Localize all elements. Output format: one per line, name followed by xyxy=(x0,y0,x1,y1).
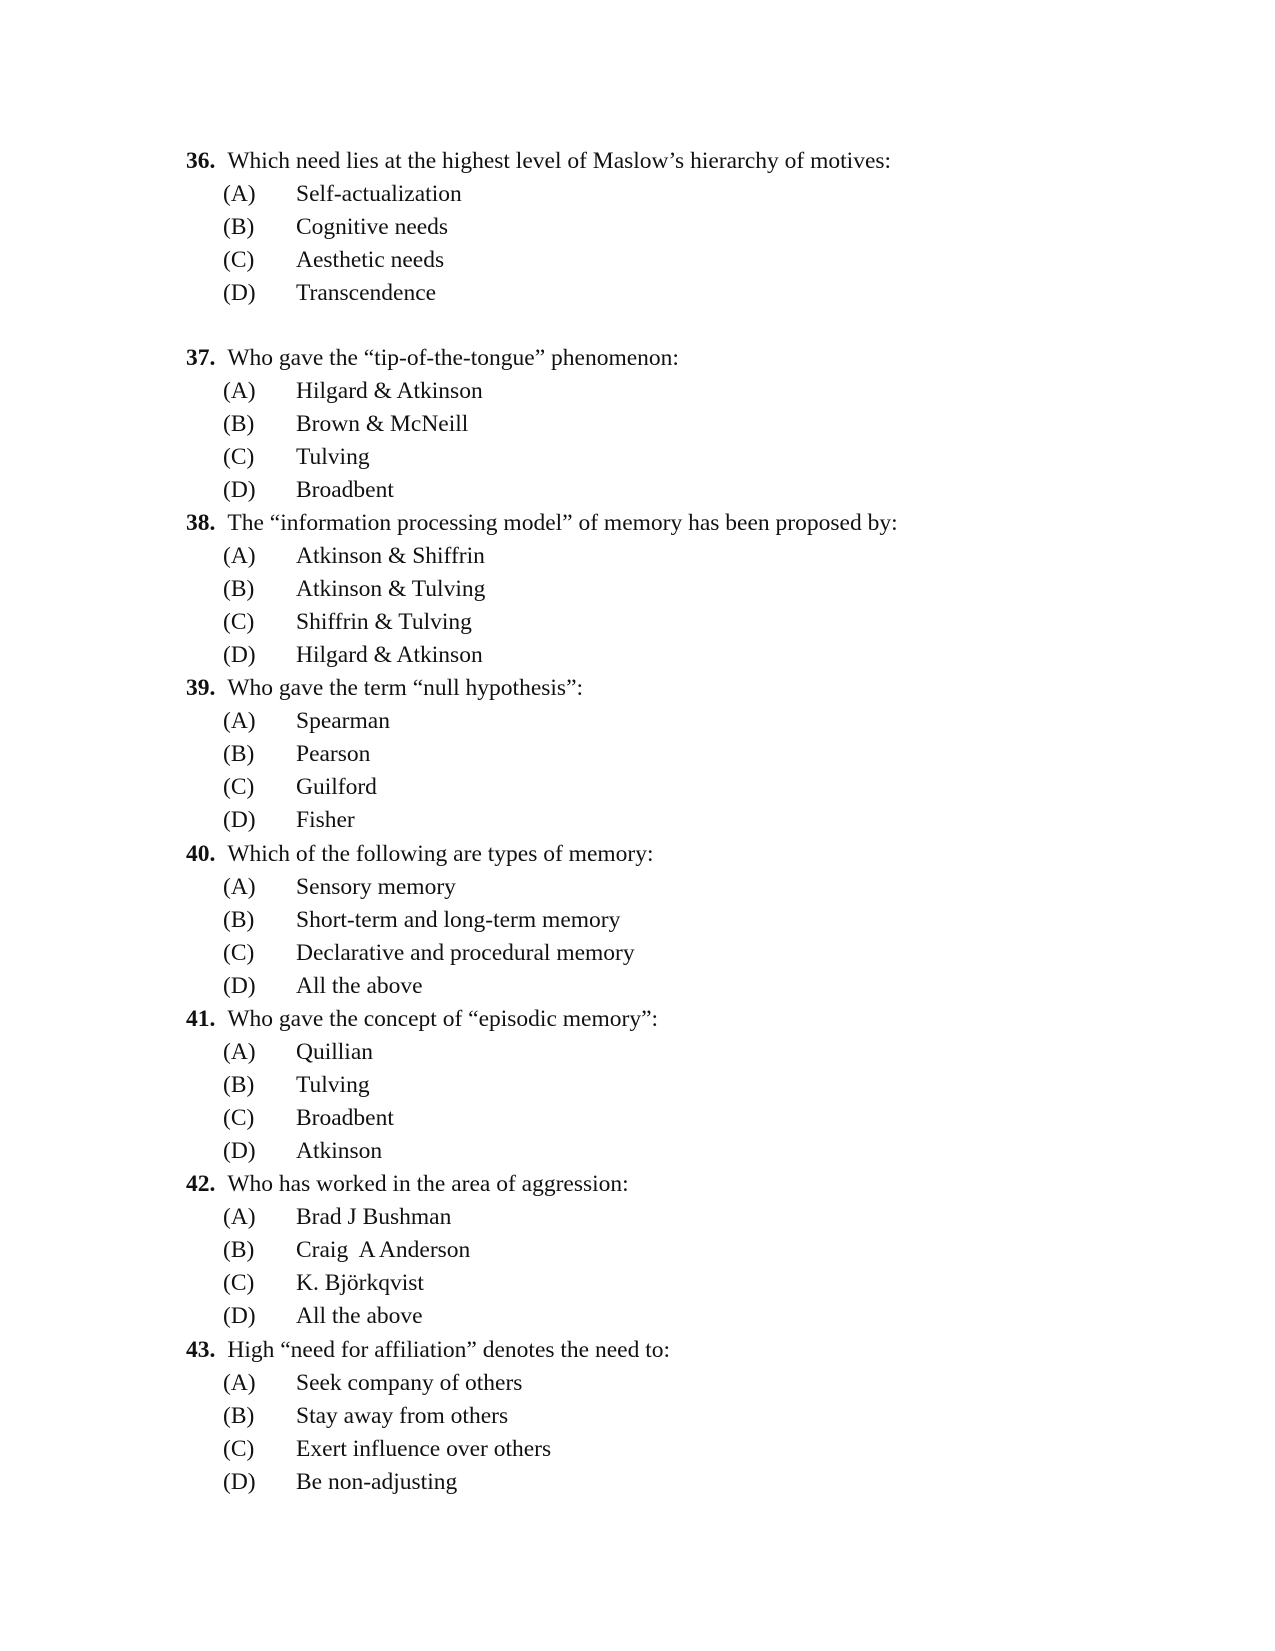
option-label: (B) xyxy=(223,1403,255,1429)
option-d xyxy=(186,804,1186,837)
option-text: Aesthetic needs xyxy=(296,247,445,273)
question-number: 43. xyxy=(186,1337,216,1363)
question-number: 42. xyxy=(186,1171,216,1197)
option-label: (D) xyxy=(223,642,256,668)
option-a xyxy=(186,375,1186,408)
option-list xyxy=(186,1367,1186,1499)
option-a xyxy=(186,871,1186,904)
option-b xyxy=(186,1234,1186,1267)
option-text: Fisher xyxy=(296,807,355,833)
option-text: All the above xyxy=(296,973,423,999)
option-text: Sensory memory xyxy=(296,874,456,900)
option-label: (D) xyxy=(223,973,256,999)
option-b xyxy=(186,738,1186,771)
option-label: (A) xyxy=(223,378,256,404)
option-text: Seek company of others xyxy=(296,1370,523,1396)
option-label: (B) xyxy=(223,214,255,240)
option-label: (A) xyxy=(223,543,256,569)
question-stem xyxy=(186,507,1186,540)
option-text: Stay away from others xyxy=(296,1403,509,1429)
option-label: (C) xyxy=(223,444,255,470)
option-text: Hilgard & Atkinson xyxy=(296,642,483,668)
option-text: Atkinson & Tulving xyxy=(296,576,486,602)
option-text: Be non-adjusting xyxy=(296,1469,458,1495)
option-list xyxy=(186,1036,1186,1168)
option-text: Atkinson xyxy=(296,1138,383,1164)
question-text: Who gave the term “null hypothesis”: xyxy=(227,675,584,701)
option-d xyxy=(186,474,1186,507)
question-number: 36. xyxy=(186,148,216,174)
question-stem xyxy=(186,145,1186,178)
question-40 xyxy=(186,838,1186,1003)
option-c xyxy=(186,1102,1186,1135)
option-text: Exert influence over others xyxy=(296,1436,552,1462)
option-text: Brad J Bushman xyxy=(296,1204,452,1230)
option-label: (D) xyxy=(223,1469,256,1495)
option-label: (B) xyxy=(223,576,255,602)
option-b xyxy=(186,904,1186,937)
option-a xyxy=(186,178,1186,211)
option-d xyxy=(186,970,1186,1003)
question-text: Who has worked in the area of aggression: xyxy=(227,1171,629,1197)
option-text: Shiffrin & Tulving xyxy=(296,609,472,635)
option-label: (C) xyxy=(223,1436,255,1462)
option-c xyxy=(186,1267,1186,1300)
option-d xyxy=(186,1135,1186,1168)
question-42 xyxy=(186,1168,1186,1333)
option-label: (A) xyxy=(223,1204,256,1230)
question-38 xyxy=(186,507,1186,672)
question-37 xyxy=(186,342,1186,507)
option-c xyxy=(186,1433,1186,1466)
question-number: 39. xyxy=(186,675,216,701)
option-a xyxy=(186,1036,1186,1069)
option-text: Transcendence xyxy=(296,280,437,306)
question-text: Which need lies at the highest level of Maslow’s hierarchy of motives: xyxy=(227,148,892,174)
option-list xyxy=(186,1201,1186,1333)
option-label: (B) xyxy=(223,741,255,767)
option-label: (A) xyxy=(223,708,256,734)
option-label: (C) xyxy=(223,1105,255,1131)
question-stem xyxy=(186,1334,1186,1367)
option-label: (B) xyxy=(223,1237,255,1263)
option-d xyxy=(186,1300,1186,1333)
option-d xyxy=(186,1466,1186,1499)
option-label: (C) xyxy=(223,940,255,966)
question-stem xyxy=(186,672,1186,705)
question-41 xyxy=(186,1003,1186,1168)
question-text: The “information processing model” of memory has been proposed by: xyxy=(227,510,898,536)
option-c xyxy=(186,244,1186,277)
question-36 xyxy=(186,145,1186,310)
option-label: (B) xyxy=(223,907,255,933)
option-text: Brown & McNeill xyxy=(296,411,469,437)
option-label: (B) xyxy=(223,411,255,437)
option-text: K. Björkqvist xyxy=(296,1270,424,1296)
question-39 xyxy=(186,672,1186,837)
option-label: (A) xyxy=(223,181,256,207)
option-label: (A) xyxy=(223,874,256,900)
question-stem xyxy=(186,1003,1186,1036)
option-list xyxy=(186,871,1186,1003)
option-text: Atkinson & Shiffrin xyxy=(296,543,485,569)
option-b xyxy=(186,1400,1186,1433)
option-text: Pearson xyxy=(296,741,371,767)
option-label: (C) xyxy=(223,1270,255,1296)
option-label: (C) xyxy=(223,247,255,273)
question-number: 38. xyxy=(186,510,216,536)
option-d xyxy=(186,277,1186,310)
option-label: (C) xyxy=(223,774,255,800)
option-label: (A) xyxy=(223,1039,256,1065)
option-text: Guilford xyxy=(296,774,377,800)
option-label: (A) xyxy=(223,1370,256,1396)
option-c xyxy=(186,937,1186,970)
option-label: (D) xyxy=(223,477,256,503)
option-text: Short-term and long-term memory xyxy=(296,907,621,933)
option-c xyxy=(186,606,1186,639)
option-b xyxy=(186,408,1186,441)
option-b xyxy=(186,211,1186,244)
option-list xyxy=(186,375,1186,507)
question-text: Which of the following are types of memory: xyxy=(227,841,654,867)
question-number: 41. xyxy=(186,1006,216,1032)
option-label: (C) xyxy=(223,609,255,635)
option-list xyxy=(186,705,1186,837)
option-b xyxy=(186,1069,1186,1102)
question-text: Who gave the “tip-of-the-tongue” phenomenon: xyxy=(227,345,679,371)
option-list xyxy=(186,178,1186,310)
option-list xyxy=(186,540,1186,672)
question-number: 40. xyxy=(186,841,216,867)
question-stem xyxy=(186,838,1186,871)
option-label: (D) xyxy=(223,807,256,833)
option-label: (D) xyxy=(223,1303,256,1329)
option-text: Tulving xyxy=(296,444,370,470)
option-text: Quillian xyxy=(296,1039,374,1065)
question-stem xyxy=(186,342,1186,375)
option-text: Spearman xyxy=(296,708,390,734)
option-a xyxy=(186,1201,1186,1234)
option-a xyxy=(186,705,1186,738)
option-text: All the above xyxy=(296,1303,423,1329)
option-a xyxy=(186,1367,1186,1400)
question-43 xyxy=(186,1334,1186,1499)
option-label: (D) xyxy=(223,280,256,306)
option-text: Broadbent xyxy=(296,477,394,503)
option-text: Tulving xyxy=(296,1072,370,1098)
option-c xyxy=(186,771,1186,804)
option-text: Cognitive needs xyxy=(296,214,449,240)
question-text: High “need for affiliation” denotes the need to: xyxy=(227,1337,671,1363)
option-text: Hilgard & Atkinson xyxy=(296,378,483,404)
option-text: Craig A Anderson xyxy=(296,1237,471,1263)
question-text: Who gave the concept of “episodic memory”: xyxy=(227,1006,659,1032)
option-text: Broadbent xyxy=(296,1105,394,1131)
option-label: (B) xyxy=(223,1072,255,1098)
option-text: Self-actualization xyxy=(296,181,462,207)
option-a xyxy=(186,540,1186,573)
option-c xyxy=(186,441,1186,474)
option-d xyxy=(186,639,1186,672)
option-b xyxy=(186,573,1186,606)
question-number: 37. xyxy=(186,345,216,371)
option-label: (D) xyxy=(223,1138,256,1164)
option-text: Declarative and procedural memory xyxy=(296,940,635,966)
question-stem xyxy=(186,1168,1186,1201)
